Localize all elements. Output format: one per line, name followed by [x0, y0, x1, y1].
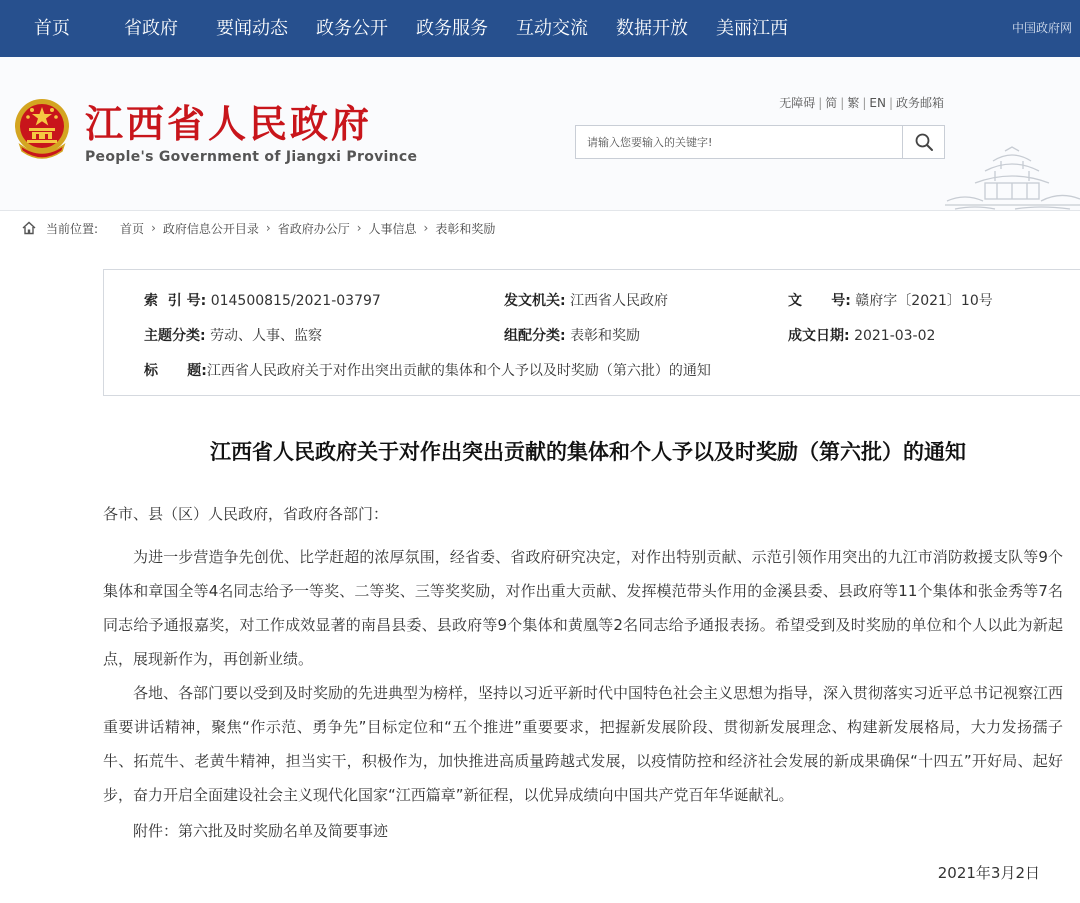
utility-separator: |	[888, 96, 893, 110]
gov-mail-link[interactable]: 政务邮箱	[895, 96, 944, 110]
top-navigation	[0, 0, 1080, 57]
chevron-right-icon: ›	[423, 221, 429, 235]
utility-separator: |	[862, 96, 867, 110]
site-title: 江西省人民政府	[85, 102, 373, 146]
utility-separator: |	[818, 96, 823, 110]
utility-links	[779, 94, 944, 111]
nav-item-government-affairs-disclosure[interactable]: 政务公开	[316, 18, 388, 39]
meta-value: 江西省人民政府	[570, 293, 669, 309]
meta-label: 主题分类:	[144, 328, 206, 344]
meta-subject	[144, 360, 711, 380]
site-subtitle: People's Government of Jiangxi Province	[85, 149, 418, 165]
nav-item-interaction[interactable]: 互动交流	[516, 18, 588, 39]
meta-value: 014500815/2021-03797	[210, 293, 381, 309]
nav-item-government-services[interactable]: 政务服务	[416, 18, 488, 39]
meta-label: 组配分类:	[504, 328, 566, 344]
breadcrumb-item-general-office[interactable]: 省政府办公厅	[277, 221, 350, 236]
meta-topic	[144, 325, 322, 345]
article-title: 江西省人民政府关于对作出突出贡献的集体和个人予以及时奖励（第六批）的通知	[210, 440, 966, 464]
breadcrumb	[22, 219, 495, 237]
breadcrumb-item-commendations[interactable]: 表彰和奖励	[435, 221, 496, 236]
traditional-chinese-link[interactable]: 繁	[847, 96, 860, 110]
utility-separator: |	[840, 96, 845, 110]
article-paragraph-1: 为进一步营造争先创优、比学赶超的浓厚氛围，经省委、省政府研究决定，对作出特别贡献、示范引领作用突出的九江市消防救援支队等9个集体和章国全等4名同志给予一等奖、二等奖、三等奖奖励，对作出重大贡献、发挥模范带头作用的金溪县委、县政府等11个集体和张金秀等7名同志给予通报嘉奖，对工作成效显著的南昌县委、县政府等9个集体和黄凰等2名同志给予通报表扬。希望受到及时奖励的单位和个人以此为新起点，展现新作为，再创新业绩。	[103, 548, 1063, 668]
chevron-right-icon: ›	[265, 221, 271, 235]
home-icon	[22, 221, 36, 235]
meta-label: 发文机关:	[504, 293, 566, 309]
meta-value: 赣府字〔2021〕10号	[855, 293, 993, 309]
national-emblem-icon	[12, 97, 72, 161]
meta-label: 文 号:	[788, 293, 851, 309]
meta-label: 索 引 号:	[144, 293, 207, 309]
english-link[interactable]: EN	[869, 96, 886, 110]
article-date: 2021年3月2日	[937, 864, 1040, 882]
meta-value: 表彰和奖励	[570, 328, 641, 344]
chevron-right-icon: ›	[151, 221, 156, 235]
chevron-right-icon: ›	[356, 221, 362, 235]
meta-category	[504, 325, 640, 345]
nav-item-provincial-government[interactable]: 省政府	[124, 18, 178, 39]
search-input[interactable]	[576, 126, 902, 158]
document-metadata-box	[103, 269, 1080, 396]
nav-item-news[interactable]: 要闻动态	[216, 18, 288, 39]
breadcrumb-label: 当前位置:	[46, 221, 99, 236]
breadcrumb-item-disclosure-catalog[interactable]: 政府信息公开目录	[162, 221, 259, 236]
china-gov-link[interactable]: 中国政府网	[1011, 21, 1072, 35]
nav-item-home[interactable]: 首页	[34, 18, 70, 39]
article-attachment[interactable]: 附件：第六批及时奖励名单及简要事迹	[133, 822, 389, 840]
simplified-chinese-link[interactable]: 简	[825, 96, 838, 110]
search-box	[575, 125, 945, 159]
nav-item-open-data[interactable]: 数据开放	[616, 18, 688, 39]
meta-written-date	[788, 325, 935, 345]
breadcrumb-item-personnel-info[interactable]: 人事信息	[368, 221, 417, 236]
search-button[interactable]	[902, 126, 944, 158]
meta-value: 江西省人民政府关于对作出突出贡献的集体和个人予以及时奖励（第六批）的通知	[206, 363, 711, 379]
article-paragraph-2: 各地、各部门要以受到及时奖励的先进典型为榜样，坚持以习近平新时代中国特色社会主义思想为指导，深入贯彻落实习近平总书记视察江西重要讲话精神，聚焦“作示范、勇争先”目标定位和“五个推进”重要要求，把握新发展阶段、贯彻新发展理念、构建新发展格局，大力发扬孺子牛、拓荒牛、老黄牛精神，担当实干，积极作为，加快推进高质量跨越式发展，以疫情防控和经济社会发展的新成果确保“十四五”开好局、起好步，奋力开启全面建设社会主义现代化国家“江西篇章”新征程，以优异成绩向中国共产党百年华诞献礼。	[103, 684, 1064, 804]
meta-value: 2021-03-02	[854, 328, 936, 344]
site-header	[0, 57, 1080, 210]
nav-item-beautiful-jiangxi[interactable]: 美丽江西	[716, 18, 788, 39]
article-salutation: 各市、县（区）人民政府，省政府各部门：	[103, 505, 389, 523]
meta-value: 劳动、人事、监察	[210, 328, 323, 344]
pavilion-illustration-icon	[945, 145, 1080, 210]
meta-label: 成文日期:	[788, 328, 850, 344]
meta-document-number	[788, 290, 993, 310]
accessibility-link[interactable]: 无障碍	[779, 96, 816, 110]
meta-label: 标 题:	[144, 363, 207, 379]
header-divider	[0, 210, 1080, 211]
meta-index-number	[144, 290, 381, 310]
breadcrumb-item-home[interactable]: 首页	[120, 221, 145, 236]
search-icon	[914, 132, 934, 152]
meta-issuer	[504, 290, 668, 310]
